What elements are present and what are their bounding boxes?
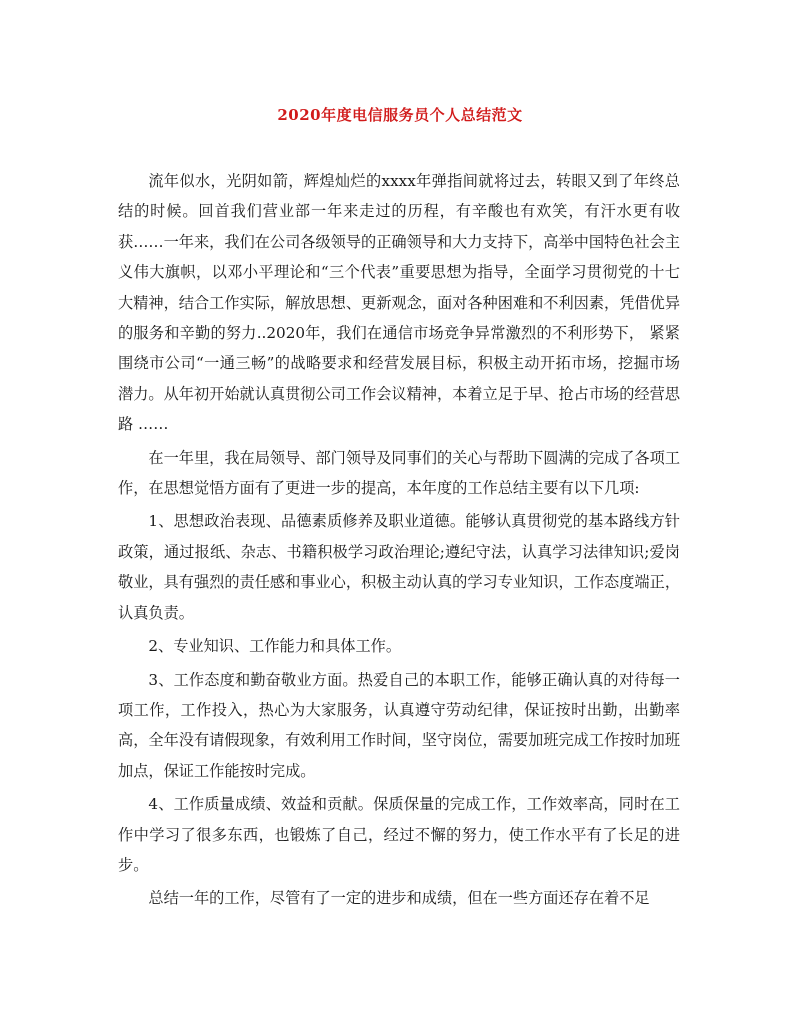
paragraph-overview: 在一年里，我在局领导、部门领导及同事们的关心与帮助下圆满的完成了各项工作，在思想觉悟方面有了更进一步的提高，本年度的工作总结主要有以下几项: — [118, 448, 680, 498]
paragraph-item-3: 3、工作态度和勤奋敬业方面。热爱自己的本职工作，能够正确认真的对待每一项工作，工作投入，热心为大家服务，认真遵守劳动纪律，保证按时出勤，出勤率高，全年没有请假现象，有效利用工作时间，坚守岗位，需要加班完成工作按时加班加点，保证工作能按时完成。 — [118, 670, 680, 780]
paragraph-item-1: 1、思想政治表现、品德素质修养及职业道德。能够认真贯彻党的基本路线方针政策，通过报纸、杂志、书籍积极学习政治理论;遵纪守法，认真学习法律知识;爱岗敬业，具有强烈的责任感和事业心，积极主动认真的学习专业知识，工作态度端正，认真负责。 — [118, 512, 680, 622]
paragraph-intro: 流年似水，光阴如箭，辉煌灿烂的xxxx年弹指间就将过去，转眼又到了年终总结的时候。回首我们营业部一年来走过的历程，有辛酸也有欢笑，有汗水更有收获……一年来，我们在公司各级领导的正确领导和大力支持下，高举中国特色社会主义伟大旗帜，以邓小平理论和“三个代表”重要思想为指导，全面学习贯彻党的十七大精神，结合工作实际，解放思想、更新观念，面对各种困难和不利因素，凭借优异的服务和辛勤的努力..2020年，我们在通信市场竞争异常激烈的不利形势下， 紧紧围绕市公司“一通三畅”的战略要求和经营发展目标，积极主动开拓市场，挖掘市场潜力。从年初开始就认真贯彻公司工作会议精神，本着立足于早、抢占市场的经营思路 …… — [118, 172, 680, 434]
paragraph-item-2: 2、专业知识、工作能力和具体工作。 — [148, 637, 402, 656]
paragraph-item-4: 4、工作质量成绩、效益和贡献。保质保量的完成工作，工作效率高，同时在工作中学习了很多东西，也锻炼了自己，经过不懈的努力，使工作水平有了长足的进步。 — [118, 795, 680, 874]
document-body — [118, 166, 680, 917]
document-title: 2020年度电信服务员个人总结范文 — [277, 106, 523, 124]
paragraph-summary: 总结一年的工作，尽管有了一定的进步和成绩，但在一些方面还存在着不足 — [148, 889, 650, 908]
